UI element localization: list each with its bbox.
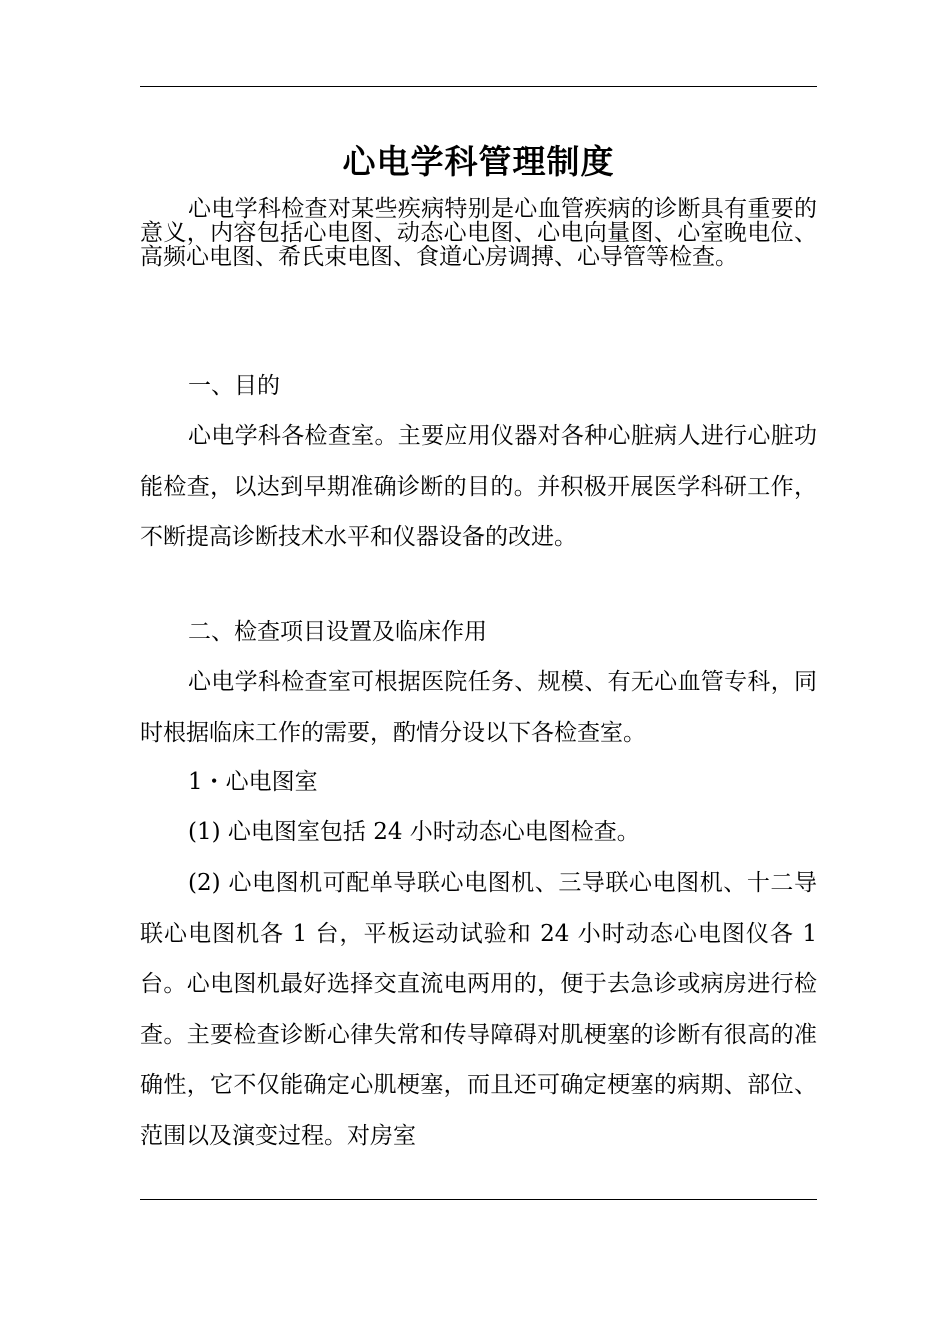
section-body-items: 心电学科检查室可根据医院任务、规模、有无心血管专科，同时根据临床工作的需要，酌情分设以下各检查室。 <box>140 669 817 746</box>
section-heading-items: 二、检查项目设置及临床作用 <box>188 619 487 645</box>
header-rule <box>140 86 817 87</box>
footer-rule <box>140 1199 817 1200</box>
section-body-purpose: 心电学科各检查室。主要应用仪器对各种心脏病人进行心脏功能检查，以达到早期准确诊断的目的。并积极开展医学科研工作，不断提高诊断技术水平和仪器设备的改进。 <box>140 423 817 550</box>
section-heading-purpose: 一、目的 <box>188 373 280 399</box>
document-title: 心电学科管理制度 <box>342 142 615 182</box>
list-item-1: (1) 心电图室包括 24 小时动态心电图检查。 <box>188 819 640 845</box>
intro-paragraph: 心电学科检查对某些疾病特别是心血管疾病的诊断具有重要的意义，内容包括心电图、动态心电图、心电向量图、心室晚电位、高频心电图、希氏束电图、食道心房调搏、心导管等检查。 <box>140 196 817 270</box>
list-item-2: (2) 心电图机可配单导联心电图机、三导联心电图机、十二导联心电图机各 1 台，平板运动试验和 24 小时动态心电图仪各 1 台。心电图机最好选择交直流电两用的，便于去急诊或病房进行检查。主要检查诊断心律失常和传导障碍对肌梗塞的诊断有很高的准确性，它不仅能确定心肌梗塞，而且还可确定梗塞的病期、部位、范围以及演变过程。对房室 <box>140 870 817 1149</box>
subsection-heading-ecg-room: 1・心电图室 <box>188 769 318 795</box>
